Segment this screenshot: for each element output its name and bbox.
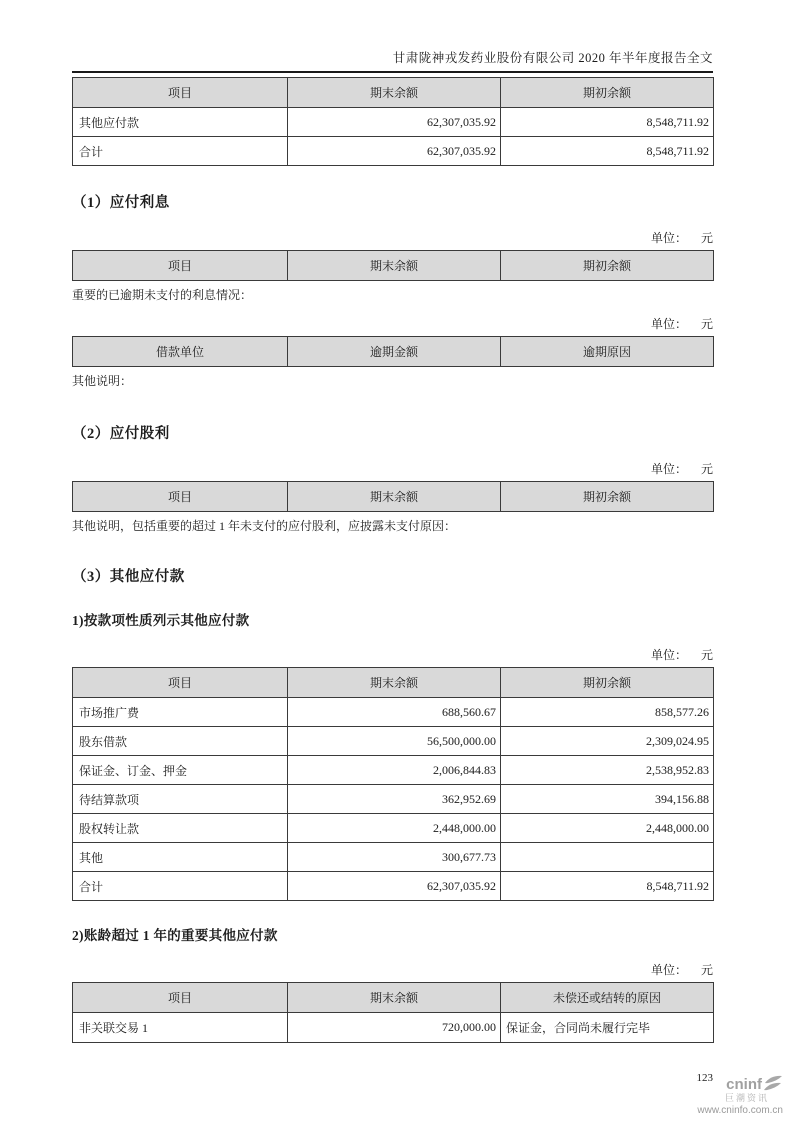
col-header-beginning-balance: 期初余额 [501, 251, 714, 281]
ending-balance-cell: 720,000.00 [288, 1013, 501, 1043]
other-note: 其他说明： [72, 374, 133, 388]
beginning-balance-cell: 394,156.88 [501, 785, 714, 814]
table-header-row [73, 337, 714, 367]
col-header-borrower: 借款单位 [73, 337, 288, 367]
unit-value: 元 [700, 317, 713, 331]
cninfo-watermark [697, 1075, 783, 1116]
col-header-item: 项目 [73, 78, 288, 108]
cninfo-url: www.cninfo.com.cn [697, 1105, 783, 1116]
ending-balance-cell: 300,677.73 [288, 843, 501, 872]
col-header-ending-balance: 期末余额 [288, 251, 501, 281]
col-header-ending-balance: 期末余额 [288, 668, 501, 698]
col-header-ending-balance: 期末余额 [288, 482, 501, 512]
ending-balance-cell: 62,307,035.92 [288, 108, 501, 137]
unit-label: 单位： [650, 231, 687, 245]
beginning-balance-cell: 2,448,000.00 [501, 814, 714, 843]
table-total-row [73, 872, 714, 901]
section-title-dividends-payable: （2）应付股利 [72, 426, 170, 442]
table-row [73, 108, 714, 137]
beginning-balance-cell: 2,309,024.95 [501, 727, 714, 756]
table-row [73, 843, 714, 872]
table-row [73, 814, 714, 843]
dividends-payable-table [72, 481, 714, 512]
ending-balance-cell: 688,560.67 [288, 698, 501, 727]
unit-value: 元 [700, 648, 713, 662]
section-title-other-payables: （3）其他应付款 [72, 569, 185, 585]
beginning-balance-cell [501, 843, 714, 872]
important-aged-payables-table [72, 982, 714, 1043]
unit-value: 元 [700, 231, 713, 245]
other-payables-summary-table [72, 77, 714, 166]
total-label-cell: 合计 [73, 872, 288, 901]
table-row [73, 1013, 714, 1043]
table-header-row [73, 251, 714, 281]
ending-balance-cell: 362,952.69 [288, 785, 501, 814]
other-payables-by-nature-table [72, 667, 714, 901]
section-title-interest-payable: （1）应付利息 [72, 195, 170, 211]
beginning-balance-cell: 8,548,711.92 [501, 872, 714, 901]
cninfo-logo-text: cninf [726, 1075, 762, 1093]
overdue-interest-note: 重要的已逾期未支付的利息情况： [72, 288, 253, 302]
table-header-row [73, 78, 714, 108]
row-label-cell: 股东借款 [73, 727, 288, 756]
table-row [73, 727, 714, 756]
ending-balance-cell: 62,307,035.92 [288, 872, 501, 901]
beginning-balance-cell: 2,538,952.83 [501, 756, 714, 785]
header-divider [72, 71, 713, 73]
interest-payable-table [72, 250, 714, 281]
row-label-cell: 非关联交易 1 [73, 1013, 288, 1043]
unit-line [72, 961, 713, 978]
ending-balance-cell: 56,500,000.00 [288, 727, 501, 756]
unit-line [72, 229, 713, 246]
overdue-interest-table [72, 336, 714, 367]
reason-cell: 保证金，合同尚未履行完毕 [501, 1013, 714, 1043]
row-label-cell: 其他 [73, 843, 288, 872]
col-header-item: 项目 [73, 983, 288, 1013]
table-row [73, 785, 714, 814]
row-label-cell: 市场推广费 [73, 698, 288, 727]
col-header-reason: 未偿还或结转的原因 [501, 983, 714, 1013]
unit-label: 单位： [650, 462, 687, 476]
row-label-cell: 其他应付款 [73, 108, 288, 137]
dividends-note: 其他说明，包括重要的超过 1 年未支付的应付股利，应披露未支付原因： [72, 519, 457, 533]
page-number: 123 [696, 1072, 713, 1084]
row-label-cell: 合计 [73, 137, 288, 166]
col-header-item: 项目 [73, 668, 288, 698]
page-header-title: 甘肃陇神戎发药业股份有限公司 2020 年半年度报告全文 [392, 51, 713, 65]
cninfo-chinese-name: 巨潮资讯 [724, 1093, 769, 1104]
ending-balance-cell: 62,307,035.92 [288, 137, 501, 166]
unit-value: 元 [700, 963, 713, 977]
subsection-title-aging-over-1-year: 2)账龄超过 1 年的重要其他应付款 [72, 928, 278, 943]
col-header-beginning-balance: 期初余额 [501, 482, 714, 512]
table-row [73, 698, 714, 727]
row-label-cell: 待结算款项 [73, 785, 288, 814]
unit-label: 单位： [650, 648, 687, 662]
unit-line [72, 460, 713, 477]
table-header-row [73, 983, 714, 1013]
col-header-overdue-reason: 逾期原因 [501, 337, 714, 367]
unit-value: 元 [700, 462, 713, 476]
table-header-row [73, 482, 714, 512]
table-header-row [73, 668, 714, 698]
row-label-cell: 股权转让款 [73, 814, 288, 843]
beginning-balance-cell: 858,577.26 [501, 698, 714, 727]
row-label-cell: 保证金、订金、押金 [73, 756, 288, 785]
subsection-title-by-nature: 1)按款项性质列示其他应付款 [72, 613, 250, 628]
ending-balance-cell: 2,448,000.00 [288, 814, 501, 843]
table-row [73, 756, 714, 785]
beginning-balance-cell: 8,548,711.92 [501, 137, 714, 166]
unit-label: 单位： [650, 317, 687, 331]
table-total-row [73, 137, 714, 166]
unit-line [72, 315, 713, 332]
col-header-ending-balance: 期末余额 [288, 983, 501, 1013]
col-header-overdue-amount: 逾期金额 [288, 337, 501, 367]
col-header-item: 项目 [73, 251, 288, 281]
unit-line [72, 646, 713, 663]
col-header-beginning-balance: 期初余额 [501, 668, 714, 698]
ending-balance-cell: 2,006,844.83 [288, 756, 501, 785]
col-header-item: 项目 [73, 482, 288, 512]
beginning-balance-cell: 8,548,711.92 [501, 108, 714, 137]
col-header-beginning-balance: 期初余额 [501, 78, 714, 108]
unit-label: 单位： [650, 963, 687, 977]
col-header-ending-balance: 期末余额 [288, 78, 501, 108]
